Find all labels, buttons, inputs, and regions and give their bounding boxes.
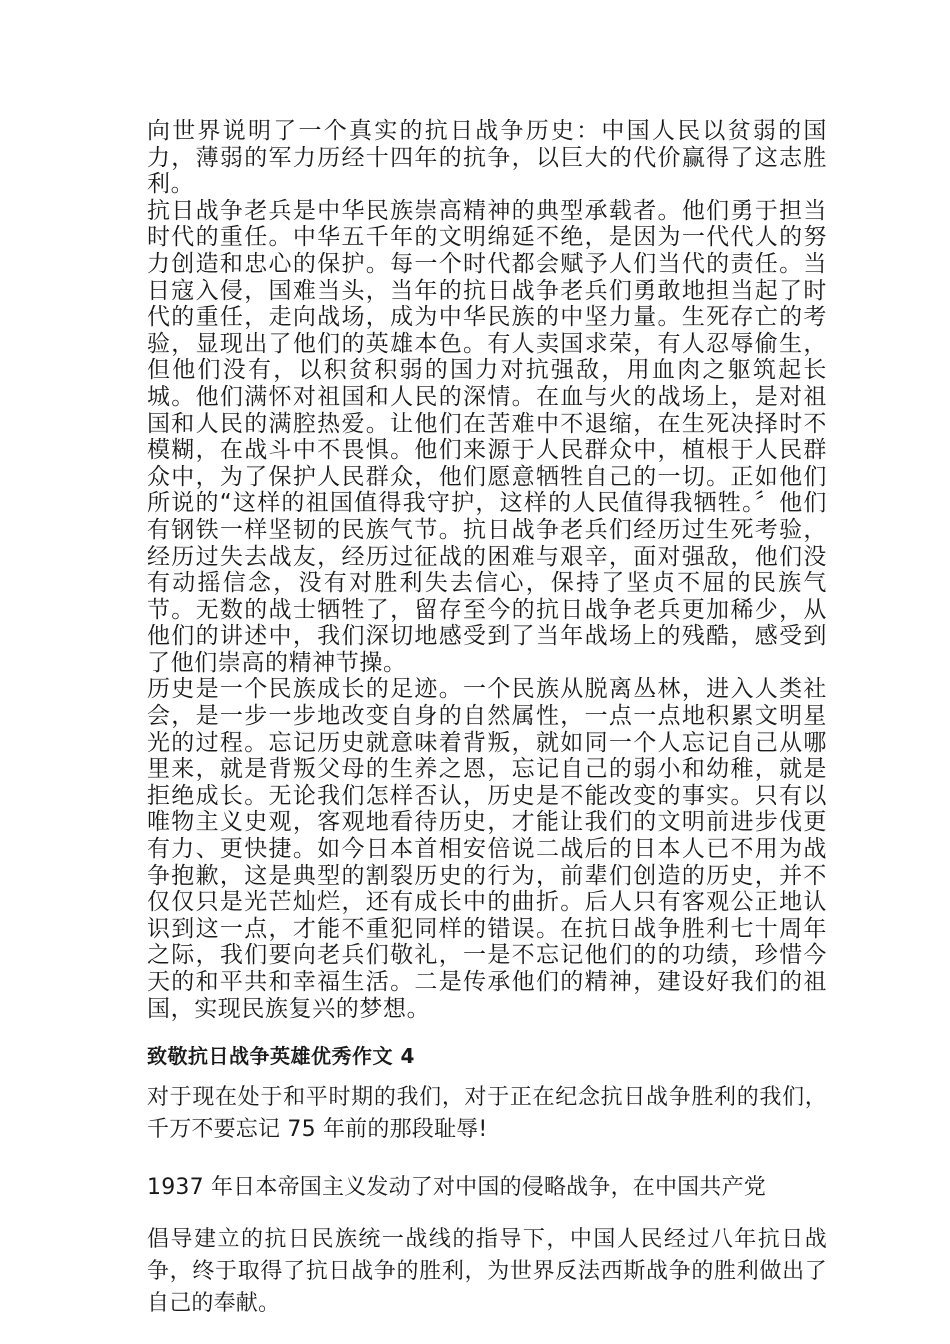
paragraph-1937: 1937 年日本帝国主义发动了对中国的侵略战争，在中国共产党	[147, 1175, 766, 1201]
document-page	[147, 118, 827, 1320]
paragraph-history-explained: 向世界说明了一个真实的抗日战争历史：中国人民以贫弱的国力，薄弱的军力历经十四年的抗争，以巨大的代价赢得了这志胜利。	[147, 118, 827, 198]
paragraph-united-front: 倡导建立的抗日民族统一战线的指导下，中国人民经过八年抗日战争，终于取得了抗日战争的胜利，为世界反法西斯战争的胜利做出了自己的奉献。	[147, 1227, 827, 1317]
paragraph-veterans: 抗日战争老兵是中华民族崇高精神的典型承载者。他们勇于担当时代的重任。中华五千年的文明绵延不绝，是因为一代代人的努力创造和忠心的保护。每一个时代都会赋予人们当代的责任。当日寇入侵，国难当头，当年的抗日战争老兵们勇敢地担当起了时代的重任，走向战场，成为中华民族的中坚力量。生死存亡的考验，显现出了他们的英雄本色。有人卖国求荣，有人忍辱偷生，但他们没有，以积贫积弱的国力对抗强敌，用血肉之躯筑起长城。他们满怀对祖国和人民的深情。在血与火的战场上，是对祖国和人民的满腔热爱。让他们在苦难中不退缩，在生死决择时不模糊，在战斗中不畏惧。他们来源于人民群众中，植根于人民群众中，为了保护人民群众，他们愿意牺牲自己的一切。正如他们所说的“这样的祖国值得我守护，这样的人民值得我牺牲。〞他们有钢铁一样坚韧的民族气节。抗日战争老兵们经历过生死考验，经历过失去战友，经历过征战的困难与艰辛，面对强敌，他们没有动摇信念，没有对胜利失去信心，保持了坚贞不屈的民族气节。无数的战士牺牲了，留存至今的抗日战争老兵更加稀少，从他们的讲述中，我们深切地感受到了当年战场上的残酷，感受到了他们崇高的精神节操。	[147, 197, 827, 676]
paragraph-peace-time: 对于现在处于和平时期的我们，对于正在纪念抗日战争胜利的我们，千万不要忘记 75 年前的那段耻辱!	[147, 1085, 827, 1143]
paragraph-history-footprint: 历史是一个民族成长的足迹。一个民族从脱离丛林，进入人类社会，是一步一步地改变自身的自然属性，一点一点地积累文明星光的过程。忘记历史就意味着背叛，就如同一个人忘记自己从哪里来，就是背叛父母的生养之恩，忘记自己的弱小和幼稚，就是拒绝成长。无论我们怎样否认，历史是不能改变的事实。只有以唯物主义史观，客观地看待历史，才能让我们的文明前进步伐更有力、更快捷。如今日本首相安倍说二战后的日本人已不用为战争抱歉，这是典型的割裂历史的行为，前辈们创造的历史，并不仅仅只是光芒灿烂，还有成长中的曲折。后人只有客观公正地认识到这一点，才能不重犯同样的错误。在抗日战争胜利七十周年之际，我们要向老兵们敬礼，一是不忘记他们的的功绩，珍惜今天的和平共和幸福生活。二是传承他们的精神，建设好我们的祖国，实现民族复兴的梦想。	[147, 676, 827, 1022]
essay-heading: 致敬抗日战争英雄优秀作文 4	[147, 1044, 415, 1069]
